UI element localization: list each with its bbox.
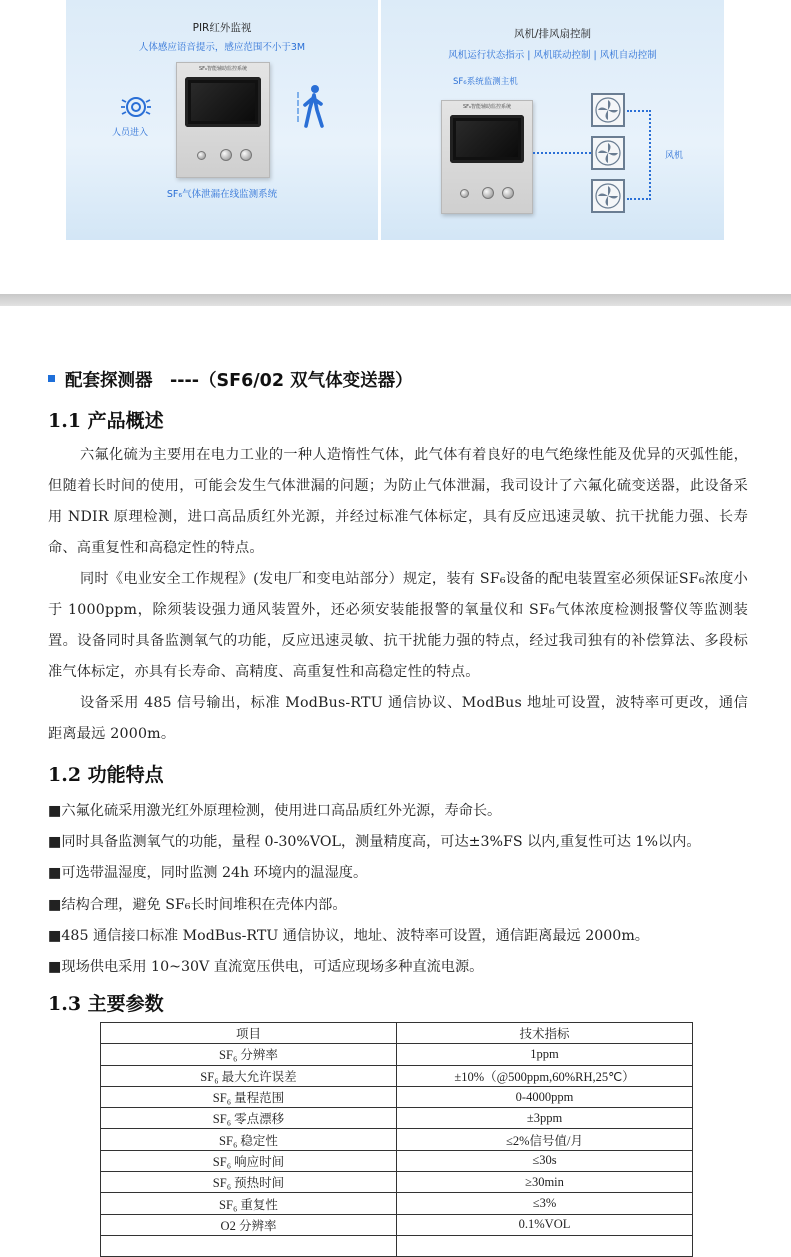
table-cell — [101, 1235, 397, 1256]
feature-item: ■现场供电采用 10~30V 直流宽压供电，可适应现场多种直流电源。 — [48, 959, 484, 975]
host-cabinet — [441, 100, 533, 214]
feature-item: ■结构合理，避免 SF₆长时间堆积在壳体内部。 — [48, 897, 347, 913]
cabinet-label: SF₆智能辅助监控系统 — [198, 66, 248, 72]
table-cell: ±3ppm — [397, 1108, 693, 1129]
switch-knob — [502, 187, 514, 199]
connector-line — [533, 152, 591, 154]
table-cell: ≤2%信号值/月 — [397, 1129, 693, 1150]
table-row — [101, 1108, 693, 1129]
cabinet-label: SF₆智能辅助监控系统 — [462, 104, 512, 110]
table-row — [101, 1065, 693, 1086]
paragraph-overview: 六氟化硫为主要用在电力工业的一种人造惰性气体，此气体有着良好的电气绝缘性能及优异的灭弧性能，但随着长时间的使用，可能会发生气体泄漏的问题；为防止气体泄漏，我司设计了六氟化硫变送器，此设备采用 NDIR 原理检测，进口高品质红外光源，并经过标准气体标定，具有反应迅速灵敏、抗干扰能力强、长寿命、高重复性和高稳定性的特点。 — [48, 447, 748, 556]
table-cell: 0.1%VOL — [397, 1214, 693, 1235]
fan-label: 风机 — [665, 151, 684, 161]
pir-title: PIR红外监视 — [192, 22, 252, 34]
fan-icon — [591, 136, 625, 170]
monitor-cabinet — [176, 62, 270, 178]
table-cell: ≥30min — [397, 1172, 693, 1193]
fan-icon — [591, 179, 625, 213]
person-enter-label: 人员进入 — [112, 128, 149, 138]
sensor-icon — [116, 92, 156, 122]
section-heading: 配套探测器 ----（SF6/02 双气体变送器） — [48, 367, 413, 392]
table-row — [101, 1214, 693, 1235]
table-cell: SF₆ 量程范围 — [101, 1086, 397, 1107]
table-row — [101, 1044, 693, 1065]
table-cell: O2 分辨率 — [101, 1214, 397, 1235]
feature-item: ■同时具备监测氧气的功能，量程 0-30%VOL，测量精度高，可达±3%FS 以内,重复性可达 1%以内。 — [48, 834, 701, 850]
fan-icon — [591, 93, 625, 127]
heading-features: 1.2 功能特点 — [48, 764, 164, 786]
heading-parameters: 1.3 主要参数 — [48, 993, 164, 1015]
feature-item: ■485 通信接口标准 ModBus-RTU 通信协议，地址、波特率可设置，通信距离最远 2000m。 — [48, 928, 649, 944]
table-row — [101, 1172, 693, 1193]
table-header-row — [101, 1023, 693, 1044]
pir-panel — [66, 0, 378, 240]
paragraph-communication: 设备采用 485 信号输出，标准 ModBus-RTU 通信协议、ModBus 地址可设置，波特率可更改，通信距离最远 2000m。 — [48, 695, 748, 742]
table-cell: SF₆ 预热时间 — [101, 1172, 397, 1193]
product-banner — [66, 0, 724, 240]
feature-item: ■六氟化硫采用激光红外原理检测，使用进口高品质红外光源，寿命长。 — [48, 803, 502, 819]
table-cell: ±10%（@500ppm,60%RH,25℃） — [397, 1065, 693, 1086]
table-cell: 1ppm — [397, 1044, 693, 1065]
switch-knob — [240, 149, 252, 161]
bullet-square-icon — [48, 375, 55, 382]
switch-knob — [482, 187, 494, 199]
table-cell: SF₆ 分辨率 — [101, 1044, 397, 1065]
table-cell — [397, 1235, 693, 1256]
section-divider — [0, 294, 791, 306]
touch-screen — [450, 115, 524, 163]
table-header-cell: 技术指标 — [397, 1023, 693, 1044]
table-cell: SF₆ 稳定性 — [101, 1129, 397, 1150]
table-cell: 0-4000ppm — [397, 1086, 693, 1107]
pir-caption: SF₆气体泄漏在线监测系统 — [166, 189, 278, 200]
table-row — [101, 1235, 693, 1256]
table-cell: SF₆ 零点漂移 — [101, 1108, 397, 1129]
pir-subtitle: 人体感应语音提示，感应范围不小于3M — [138, 42, 306, 53]
walking-person-icon — [302, 84, 326, 128]
indicator-light — [197, 151, 206, 160]
table-row — [101, 1086, 693, 1107]
parameter-table — [100, 1022, 693, 1257]
fan-control-panel — [381, 0, 724, 240]
fan-subtitle: 风机运行状态指示 | 风机联动控制 | 风机自动控制 — [448, 50, 657, 61]
paragraph-regulation: 同时《电业安全工作规程》(发电厂和变电站部分）规定，装有 SF₆设备的配电装置室必须保证SF₆浓度小于 1000ppm，除须装设强力通风装置外，还必须安装能报警的氧量仪和 SF₆气体浓度检测报警仪等监测装置。设备同时具备监测氧气的功能，反应迅速灵敏、抗干扰能力强的特点，经过我司独有的补偿算法、多段标准气体标定，亦具有长寿命、高精度、高重复性和高稳定性的特点。 — [48, 571, 748, 680]
table-row — [101, 1150, 693, 1171]
feature-item: ■可选带温湿度，同时监测 24h 环境内的温湿度。 — [48, 865, 368, 881]
table-row — [101, 1193, 693, 1214]
table-cell: SF₆ 响应时间 — [101, 1150, 397, 1171]
heading-overview: 1.1 产品概述 — [48, 410, 164, 432]
fan-bracket — [627, 110, 651, 200]
table-row — [101, 1129, 693, 1150]
fan-title: 风机/排风扇控制 — [513, 28, 592, 40]
table-cell: ≤30s — [397, 1150, 693, 1171]
table-cell: SF₆ 重复性 — [101, 1193, 397, 1214]
indicator-light — [460, 189, 469, 198]
touch-screen — [185, 77, 261, 127]
table-cell: SF₆ 最大允许误差 — [101, 1065, 397, 1086]
scan-lines — [279, 92, 299, 122]
host-label: SF₆系统监测主机 — [453, 77, 518, 87]
switch-knob — [220, 149, 232, 161]
table-cell: ≤3% — [397, 1193, 693, 1214]
table-header-cell: 项目 — [101, 1023, 397, 1044]
